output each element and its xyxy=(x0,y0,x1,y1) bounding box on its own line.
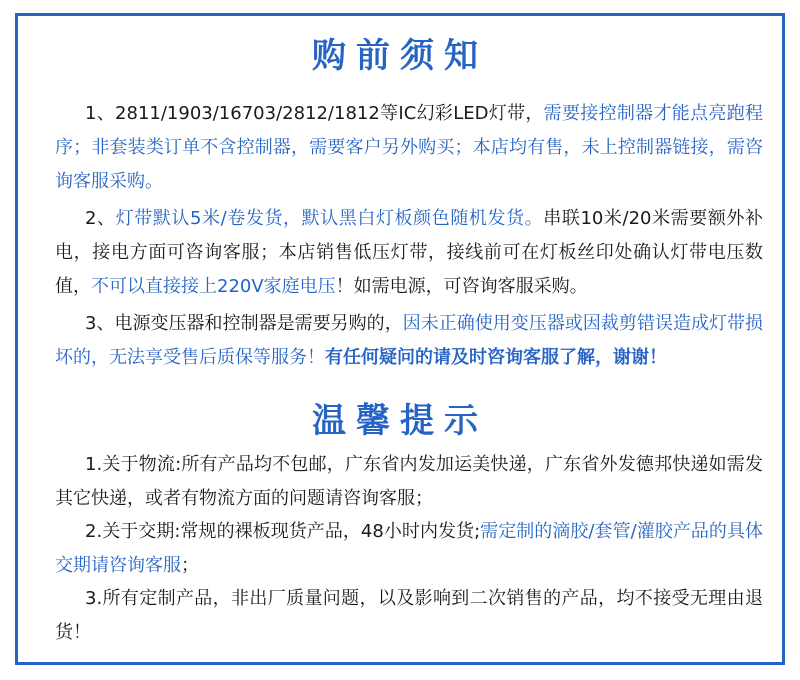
tips-paragraph-3: 3.所有定制产品，非出厂质量问题，以及影响到二次销售的产品，均不接受无理由退货！ xyxy=(55,588,763,643)
notice-p2-highlight: 灯带默认5米/卷发货，默认黑白灯板颜色随机发货。 xyxy=(115,208,544,229)
notice-p2-warning: 不可以直接接上220V家庭电压 xyxy=(91,276,336,297)
tips-p2-tail: ； xyxy=(181,555,199,576)
notice-paragraph-1 xyxy=(55,97,763,199)
tips-p2-lead: 2.关于交期:常规的裸板现货产品，48小时内发货; xyxy=(85,521,481,542)
notice-p2-body: 串联10米/20米需要额外补电，接电方面可咨询客服；本店销售低压灯带，接线前可在灯板丝印处确认灯带电压数值， xyxy=(55,208,764,297)
notice-p3-lead: 3、电源变压器和控制器是需要另购的， xyxy=(85,313,403,334)
tips-paragraph-2 xyxy=(55,515,763,583)
notice-paragraph-3 xyxy=(55,307,763,375)
notice-p2-tail: ！如需电源，可咨询客服采购。 xyxy=(335,276,588,297)
notice-p1-highlight: 需要接控制器才能点亮跑程序；非套装类订单不含控制器，需要客户另外购买；本店均有售，未上控制器链接，需咨询客服采购。 xyxy=(55,103,763,192)
notice-paragraph-2 xyxy=(55,202,763,304)
notice-p3-contact: 有任何疑问的请及时咨询客服了解，谢谢！ xyxy=(325,347,667,368)
notice-p2-lead: 2、 xyxy=(85,208,116,229)
tips-title: 温馨提示 xyxy=(312,401,488,441)
notice-p1-lead: 1、2811/1903/16703/2812/1812等IC幻彩LED灯带， xyxy=(85,103,544,124)
notice-p3-highlight: 因未正确使用变压器或因裁剪错误造成灯带损坏的，无法享受售后质保等服务！ xyxy=(55,313,763,368)
notice-title: 购前须知 xyxy=(312,36,488,76)
tips-p2-highlight: 需定制的滴胶/套管/灌胶产品的具体交期请咨询客服 xyxy=(55,521,763,576)
tips-paragraph-1: 1.关于物流:所有产品均不包邮，广东省内发加运美快递，广东省外发德邦快递如需发其它快递，或者有物流方面的问题请咨询客服； xyxy=(55,454,763,509)
